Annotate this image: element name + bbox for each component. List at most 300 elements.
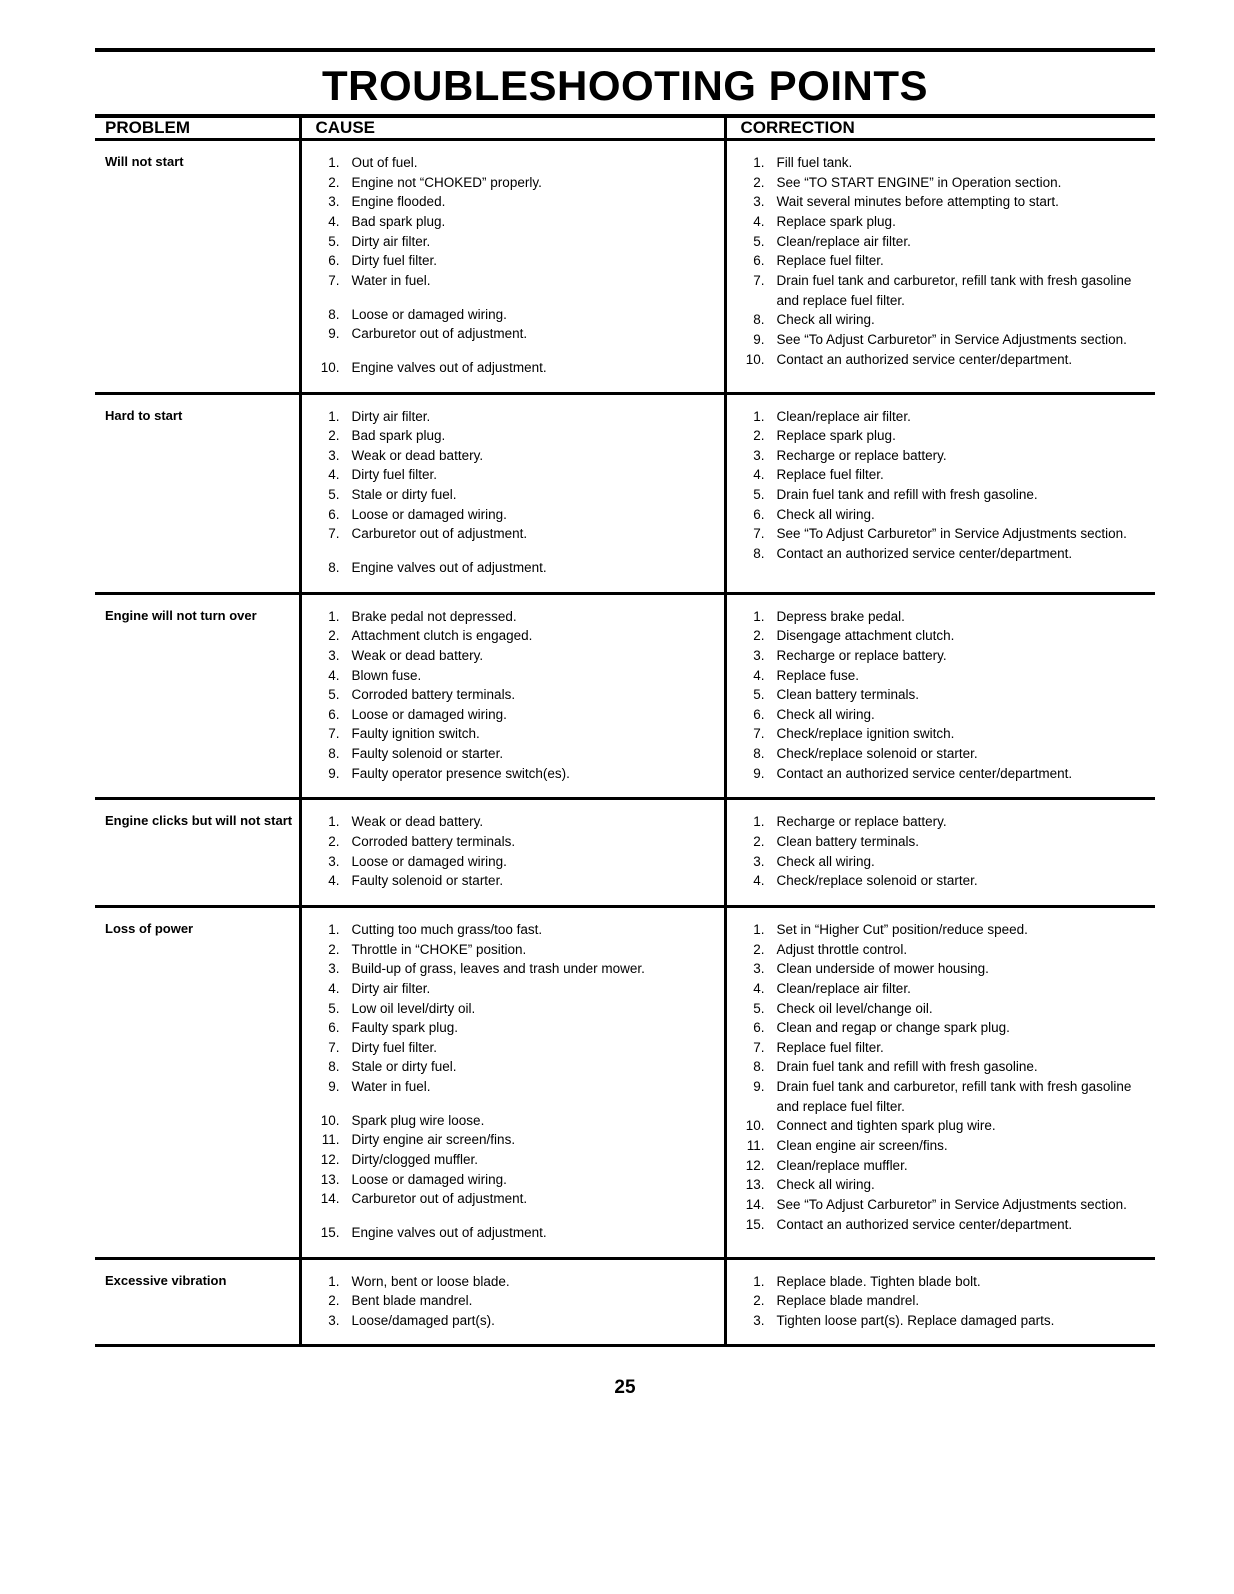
list-item-text: Throttle in “CHOKE” position. bbox=[351, 941, 527, 957]
list-item-text: Corroded battery terminals. bbox=[351, 687, 516, 703]
list-item bbox=[318, 173, 716, 193]
correction-list bbox=[743, 812, 1148, 891]
correction-list bbox=[743, 1272, 1148, 1331]
list-item-number: 3. bbox=[753, 194, 765, 210]
list-item-text: Clean and regap or change spark plug. bbox=[776, 1020, 1010, 1036]
page-number: 25 bbox=[614, 1377, 636, 1399]
list-item bbox=[743, 1136, 1148, 1156]
correction-list bbox=[743, 153, 1148, 369]
list-item-number: 2. bbox=[328, 1293, 340, 1309]
list-item-text: Blown fuse. bbox=[351, 667, 422, 683]
list-item bbox=[318, 1170, 716, 1190]
cause-list bbox=[318, 1272, 716, 1331]
list-item-number: 6. bbox=[328, 506, 340, 522]
list-item-text: Weak or dead battery. bbox=[351, 814, 484, 830]
table-body bbox=[95, 140, 1155, 1345]
list-item-number: 4. bbox=[328, 467, 340, 483]
list-item-number: 3. bbox=[328, 647, 340, 663]
list-item bbox=[743, 959, 1148, 979]
list-item bbox=[318, 705, 716, 725]
list-item bbox=[318, 764, 716, 784]
list-item-text: Check/replace solenoid or starter. bbox=[776, 746, 978, 762]
list-item-text: Faulty solenoid or starter. bbox=[351, 873, 504, 889]
list-item-text: Contact an authorized service center/department. bbox=[776, 765, 1073, 781]
list-item bbox=[743, 1175, 1148, 1195]
list-item-number: 5. bbox=[753, 487, 765, 503]
list-item-number: 4. bbox=[328, 980, 340, 996]
list-item bbox=[743, 212, 1148, 232]
list-item-text: Clean/replace air filter. bbox=[776, 233, 911, 249]
list-item-number: 8. bbox=[753, 746, 765, 762]
list-item-number: 10. bbox=[745, 1118, 765, 1134]
list-item-text: Attachment clutch is engaged. bbox=[351, 628, 533, 644]
list-item-text: Worn, bent or loose blade. bbox=[351, 1273, 510, 1289]
list-item-text: Check all wiring. bbox=[776, 506, 875, 522]
list-item bbox=[318, 626, 716, 646]
list-item-text: Clean/replace air filter. bbox=[776, 408, 911, 424]
list-item bbox=[318, 812, 716, 832]
list-item-text: Replace blade mandrel. bbox=[776, 1293, 920, 1309]
cell-cause bbox=[300, 1258, 725, 1344]
list-item-text: See “To Adjust Carburetor” in Service Adjustments section. bbox=[776, 331, 1127, 347]
table-row bbox=[95, 593, 1155, 799]
list-item-number: 5. bbox=[328, 687, 340, 703]
list-item-text: Recharge or replace battery. bbox=[776, 447, 947, 463]
list-item-text: Loose or damaged wiring. bbox=[351, 853, 507, 869]
list-item-number: 15. bbox=[745, 1216, 765, 1232]
list-item bbox=[743, 1156, 1148, 1176]
list-item bbox=[318, 407, 716, 427]
list-item-number: 9. bbox=[753, 1079, 765, 1095]
cause-list bbox=[318, 812, 716, 891]
troubleshooting-page bbox=[95, 48, 1155, 1399]
list-item bbox=[743, 1272, 1148, 1292]
list-item bbox=[743, 251, 1148, 271]
cell-correction bbox=[725, 593, 1155, 799]
list-item-text: Weak or dead battery. bbox=[351, 647, 484, 663]
list-item-number: 3. bbox=[328, 1312, 340, 1328]
list-item-text: Recharge or replace battery. bbox=[776, 647, 947, 663]
list-item-number: 3. bbox=[753, 853, 765, 869]
list-item bbox=[318, 1038, 716, 1058]
list-item bbox=[318, 251, 716, 271]
list-item-number: 8. bbox=[753, 545, 765, 561]
list-item bbox=[318, 979, 716, 999]
list-item-text: Check all wiring. bbox=[776, 853, 875, 869]
list-item-text: Contact an authorized service center/department. bbox=[776, 545, 1073, 561]
list-item-number: 6. bbox=[753, 506, 765, 522]
list-item-text: Dirty/clogged muffler. bbox=[351, 1152, 479, 1167]
list-item-text: Depress brake pedal. bbox=[776, 608, 905, 624]
list-item-number: 8. bbox=[753, 1059, 765, 1075]
list-item-text: Out of fuel. bbox=[351, 155, 418, 171]
list-item-text: Drain fuel tank and carburetor, refill tank with fresh gasoline and replace fuel filter. bbox=[776, 272, 1132, 308]
list-item-number: 2. bbox=[328, 174, 340, 190]
list-item-number: 1. bbox=[753, 608, 765, 624]
list-item-text: Dirty fuel filter. bbox=[351, 1039, 438, 1055]
list-item-text: Check all wiring. bbox=[776, 312, 875, 328]
list-item-number: 4. bbox=[753, 980, 765, 996]
list-item-text: Replace fuel filter. bbox=[776, 467, 884, 483]
list-item-text: Contact an authorized service center/department. bbox=[776, 351, 1073, 367]
list-item bbox=[743, 173, 1148, 193]
cell-cause bbox=[300, 593, 725, 799]
cell-correction bbox=[725, 906, 1155, 1258]
list-item-text: Engine flooded. bbox=[351, 194, 446, 210]
list-item bbox=[743, 1195, 1148, 1215]
list-item-number: 8. bbox=[328, 746, 340, 762]
list-item bbox=[743, 999, 1148, 1019]
list-item bbox=[318, 324, 716, 344]
list-item bbox=[743, 764, 1148, 784]
list-item-number: 3. bbox=[328, 961, 340, 977]
table-header-row bbox=[95, 118, 1155, 140]
list-item-number: 12. bbox=[745, 1157, 765, 1173]
cell-problem: Will not start bbox=[95, 140, 300, 393]
list-item-text: Engine valves out of adjustment. bbox=[351, 359, 547, 375]
list-item-text: Check all wiring. bbox=[776, 1177, 875, 1193]
list-item-number: 2. bbox=[753, 941, 765, 957]
list-item-text: Faulty solenoid or starter. bbox=[351, 746, 504, 762]
cause-list bbox=[318, 407, 716, 578]
list-item-number: 5. bbox=[753, 233, 765, 249]
list-item bbox=[743, 446, 1148, 466]
list-item-number: 3. bbox=[753, 1312, 765, 1328]
list-item bbox=[318, 744, 716, 764]
list-item-number: 3. bbox=[328, 194, 340, 210]
list-item-number: 3. bbox=[753, 447, 765, 463]
list-item bbox=[318, 852, 716, 872]
list-item bbox=[318, 305, 716, 325]
correction-list bbox=[743, 407, 1148, 564]
list-item-text: Connect and tighten spark plug wire. bbox=[776, 1118, 996, 1134]
list-item-text: Bad spark plug. bbox=[351, 428, 446, 444]
list-item-text: Low oil level/dirty oil. bbox=[351, 1000, 476, 1016]
list-item-number: 11. bbox=[746, 1138, 765, 1153]
list-item-text: Dirty engine air screen/fins. bbox=[351, 1132, 516, 1148]
list-item bbox=[743, 1038, 1148, 1058]
table-row bbox=[95, 1258, 1155, 1344]
cell-cause bbox=[300, 393, 725, 593]
list-item bbox=[743, 505, 1148, 525]
list-item-number: 6. bbox=[753, 253, 765, 269]
list-item-number: 6. bbox=[753, 706, 765, 722]
list-item-text: Replace fuel filter. bbox=[776, 1039, 884, 1055]
list-item bbox=[743, 724, 1148, 744]
list-item-number: 4. bbox=[753, 667, 765, 683]
list-item-number: 2. bbox=[753, 428, 765, 444]
list-item bbox=[743, 271, 1148, 310]
list-item-number: 8. bbox=[328, 306, 340, 322]
list-item-number: 3. bbox=[753, 647, 765, 663]
list-item bbox=[318, 1057, 716, 1077]
table-row bbox=[95, 140, 1155, 393]
list-item bbox=[318, 1018, 716, 1038]
list-item-text: Bad spark plug. bbox=[351, 214, 446, 230]
list-item-text: Clean underside of mower housing. bbox=[776, 961, 989, 977]
list-item bbox=[743, 485, 1148, 505]
list-item-number: 1. bbox=[328, 608, 340, 624]
list-item bbox=[743, 310, 1148, 330]
list-item-text: Replace fuse. bbox=[776, 667, 860, 683]
list-item-number: 3. bbox=[753, 961, 765, 977]
list-item-number: 4. bbox=[753, 214, 765, 230]
list-item-number: 2. bbox=[753, 834, 765, 850]
cell-correction bbox=[725, 1258, 1155, 1344]
list-item-text: Water in fuel. bbox=[351, 272, 431, 288]
list-item-number: 5. bbox=[753, 687, 765, 703]
list-item bbox=[318, 1150, 716, 1170]
list-item bbox=[743, 812, 1148, 832]
list-item-number: 1. bbox=[753, 814, 765, 830]
list-item-text: Loose or damaged wiring. bbox=[351, 506, 507, 522]
list-item bbox=[743, 1057, 1148, 1077]
list-item-text: Replace spark plug. bbox=[776, 214, 896, 230]
list-item bbox=[318, 358, 716, 378]
list-item-number: 4. bbox=[328, 873, 340, 889]
list-item bbox=[743, 330, 1148, 350]
list-item-number: 4. bbox=[328, 667, 340, 683]
table-row bbox=[95, 393, 1155, 593]
list-item-text: Loose/damaged part(s). bbox=[351, 1312, 495, 1328]
list-item-text: Engine not “CHOKED” properly. bbox=[351, 174, 542, 190]
list-item-text: Clean battery terminals. bbox=[776, 687, 920, 703]
list-item bbox=[318, 271, 716, 291]
list-item-number: 3. bbox=[328, 853, 340, 869]
list-item-text: Wait several minutes before attempting to start. bbox=[776, 194, 1059, 210]
list-item-number: 9. bbox=[753, 765, 765, 781]
list-item bbox=[318, 232, 716, 252]
list-item-number: 6. bbox=[328, 253, 340, 269]
list-item-number: 9. bbox=[328, 765, 340, 781]
list-item-number: 10. bbox=[320, 1112, 340, 1128]
list-item bbox=[318, 465, 716, 485]
list-item bbox=[318, 426, 716, 446]
list-item bbox=[743, 607, 1148, 627]
list-item bbox=[318, 999, 716, 1019]
list-item-number: 4. bbox=[753, 467, 765, 483]
list-item-number: 6. bbox=[753, 1020, 765, 1036]
list-item-text: Replace fuel filter. bbox=[776, 253, 884, 269]
list-item bbox=[743, 832, 1148, 852]
list-item-text: Loose or damaged wiring. bbox=[351, 306, 507, 322]
list-item bbox=[743, 465, 1148, 485]
list-item bbox=[743, 544, 1148, 564]
list-item-number: 11. bbox=[321, 1132, 340, 1148]
list-item-number: 2. bbox=[328, 834, 340, 850]
list-item-number: 2. bbox=[328, 628, 340, 644]
list-item-text: Dirty air filter. bbox=[351, 980, 431, 996]
cell-problem: Loss of power bbox=[95, 906, 300, 1258]
list-item-text: Tighten loose part(s). Replace damaged parts. bbox=[776, 1312, 1055, 1328]
list-item-text: Replace blade. Tighten blade bolt. bbox=[776, 1273, 981, 1289]
cell-problem: Engine will not turn over bbox=[95, 593, 300, 799]
list-item-text: Clean engine air screen/fins. bbox=[776, 1138, 948, 1153]
list-item-number: 14. bbox=[745, 1196, 765, 1212]
list-item bbox=[743, 232, 1148, 252]
list-item-number: 2. bbox=[753, 628, 765, 644]
list-item-number: 1. bbox=[328, 155, 340, 171]
list-item bbox=[743, 871, 1148, 891]
list-item-text: Loose or damaged wiring. bbox=[351, 1171, 507, 1187]
list-item-number: 2. bbox=[753, 174, 765, 190]
correction-list bbox=[743, 920, 1148, 1234]
list-item-number: 3. bbox=[328, 447, 340, 463]
list-item-number: 9. bbox=[753, 331, 765, 347]
list-item-text: Stale or dirty fuel. bbox=[351, 1059, 457, 1075]
column-header-cause: CAUSE bbox=[300, 118, 725, 140]
list-item-text: Dirty fuel filter. bbox=[351, 467, 438, 483]
list-item-number: 1. bbox=[753, 155, 765, 171]
cell-problem: Engine clicks but will not start bbox=[95, 799, 300, 907]
list-item bbox=[743, 1215, 1148, 1235]
list-item-number: 14. bbox=[320, 1191, 340, 1207]
list-item bbox=[743, 1018, 1148, 1038]
list-item bbox=[743, 524, 1148, 544]
list-item-number: 7. bbox=[328, 526, 340, 542]
list-item-text: Build-up of grass, leaves and trash under mower. bbox=[351, 961, 645, 977]
list-item-number: 1. bbox=[328, 814, 340, 830]
list-item-number: 4. bbox=[753, 873, 765, 889]
correction-list bbox=[743, 607, 1148, 784]
list-item-number: 7. bbox=[328, 726, 340, 742]
list-item-text: Disengage attachment clutch. bbox=[776, 628, 955, 644]
list-item bbox=[743, 920, 1148, 940]
list-item-text: See “To Adjust Carburetor” in Service Adjustments section. bbox=[776, 526, 1127, 542]
list-item bbox=[318, 724, 716, 744]
list-item-text: Brake pedal not depressed. bbox=[351, 608, 517, 624]
list-item bbox=[743, 1291, 1148, 1311]
list-item-text: Contact an authorized service center/department. bbox=[776, 1216, 1073, 1232]
list-item bbox=[743, 192, 1148, 212]
list-item-number: 4. bbox=[328, 214, 340, 230]
list-item-number: 9. bbox=[328, 1079, 340, 1095]
list-item bbox=[743, 626, 1148, 646]
list-item-text: Stale or dirty fuel. bbox=[351, 487, 457, 503]
list-item-number: 7. bbox=[753, 1039, 765, 1055]
list-item-text: Corroded battery terminals. bbox=[351, 834, 516, 850]
list-item bbox=[318, 1223, 716, 1243]
list-item-text: Check oil level/change oil. bbox=[776, 1000, 933, 1016]
list-item bbox=[318, 1272, 716, 1292]
cell-problem: Excessive vibration bbox=[95, 1258, 300, 1344]
list-item-number: 1. bbox=[753, 921, 765, 937]
list-item-text: Check/replace ignition switch. bbox=[776, 726, 955, 742]
list-item-text: Clean/replace air filter. bbox=[776, 980, 911, 996]
list-item-text: Check all wiring. bbox=[776, 706, 875, 722]
cell-cause bbox=[300, 140, 725, 393]
list-item bbox=[318, 446, 716, 466]
list-item-number: 8. bbox=[328, 1059, 340, 1075]
list-item-text: Faulty operator presence switch(es). bbox=[351, 765, 570, 781]
list-item-number: 7. bbox=[753, 272, 765, 288]
list-item-number: 1. bbox=[753, 408, 765, 424]
list-item-number: 7. bbox=[328, 272, 340, 288]
list-item-text: Carburetor out of adjustment. bbox=[351, 1191, 528, 1207]
list-item-text: Faulty spark plug. bbox=[351, 1020, 459, 1036]
list-item-text: Engine valves out of adjustment. bbox=[351, 1224, 547, 1240]
list-item bbox=[743, 407, 1148, 427]
list-item-text: Replace spark plug. bbox=[776, 428, 896, 444]
list-item-number: 12. bbox=[320, 1152, 340, 1167]
list-item bbox=[318, 1291, 716, 1311]
list-item-number: 6. bbox=[328, 706, 340, 722]
table-bottom-rule bbox=[95, 1344, 1155, 1347]
list-item-number: 10. bbox=[745, 351, 765, 367]
list-item-text: See “TO START ENGINE” in Operation section. bbox=[776, 174, 1062, 190]
list-item-number: 5. bbox=[753, 1000, 765, 1016]
table-row bbox=[95, 906, 1155, 1258]
cause-list bbox=[318, 153, 716, 377]
column-header-correction: CORRECTION bbox=[725, 118, 1155, 140]
list-item-number: 7. bbox=[753, 526, 765, 542]
list-item bbox=[318, 832, 716, 852]
list-item-text: Bent blade mandrel. bbox=[351, 1293, 473, 1309]
list-item-number: 8. bbox=[328, 559, 340, 575]
list-item bbox=[318, 871, 716, 891]
list-item-number: 1. bbox=[328, 408, 340, 424]
list-item-number: 1. bbox=[753, 1273, 765, 1289]
table-row bbox=[95, 799, 1155, 907]
list-item bbox=[318, 685, 716, 705]
list-item-text: Clean/replace muffler. bbox=[776, 1157, 908, 1173]
list-item bbox=[318, 646, 716, 666]
list-item-number: 5. bbox=[328, 1000, 340, 1016]
list-item-number: 13. bbox=[745, 1177, 765, 1193]
list-item bbox=[318, 212, 716, 232]
column-header-problem: PROBLEM bbox=[105, 118, 190, 138]
list-item bbox=[743, 646, 1148, 666]
list-item-number: 8. bbox=[753, 312, 765, 328]
list-item bbox=[318, 959, 716, 979]
list-item-number: 5. bbox=[328, 233, 340, 249]
list-item-number: 1. bbox=[328, 1273, 340, 1289]
list-item-text: Adjust throttle control. bbox=[776, 941, 908, 957]
list-item-number: 9. bbox=[328, 326, 340, 342]
list-item bbox=[318, 920, 716, 940]
list-item-number: 2. bbox=[328, 428, 340, 444]
list-item-text: Fill fuel tank. bbox=[776, 155, 853, 171]
cell-correction bbox=[725, 799, 1155, 907]
cell-correction bbox=[725, 393, 1155, 593]
list-item-text: Dirty air filter. bbox=[351, 233, 431, 249]
list-item bbox=[318, 1130, 716, 1150]
list-item-text: Carburetor out of adjustment. bbox=[351, 326, 528, 342]
list-item-number: 2. bbox=[328, 941, 340, 957]
list-item bbox=[318, 1189, 716, 1209]
list-item-text: Drain fuel tank and refill with fresh gasoline. bbox=[776, 487, 1038, 503]
list-item bbox=[743, 979, 1148, 999]
list-item bbox=[318, 524, 716, 544]
list-item-number: 7. bbox=[328, 1039, 340, 1055]
list-item bbox=[318, 505, 716, 525]
list-item-text: Clean battery terminals. bbox=[776, 834, 920, 850]
list-item bbox=[318, 153, 716, 173]
cell-correction bbox=[725, 140, 1155, 393]
list-item-text: Set in “Higher Cut” position/reduce speed. bbox=[776, 921, 1028, 937]
list-item-text: Engine valves out of adjustment. bbox=[351, 559, 547, 575]
list-item-text: Weak or dead battery. bbox=[351, 447, 484, 463]
list-item-text: See “To Adjust Carburetor” in Service Adjustments section. bbox=[776, 1196, 1127, 1212]
list-item bbox=[743, 1311, 1148, 1331]
cell-problem: Hard to start bbox=[95, 393, 300, 593]
list-item bbox=[743, 350, 1148, 370]
list-item-text: Carburetor out of adjustment. bbox=[351, 526, 528, 542]
list-item bbox=[318, 485, 716, 505]
list-item bbox=[743, 1077, 1148, 1116]
list-item-text: Drain fuel tank and refill with fresh gasoline. bbox=[776, 1059, 1038, 1075]
list-item-number: 6. bbox=[328, 1020, 340, 1036]
